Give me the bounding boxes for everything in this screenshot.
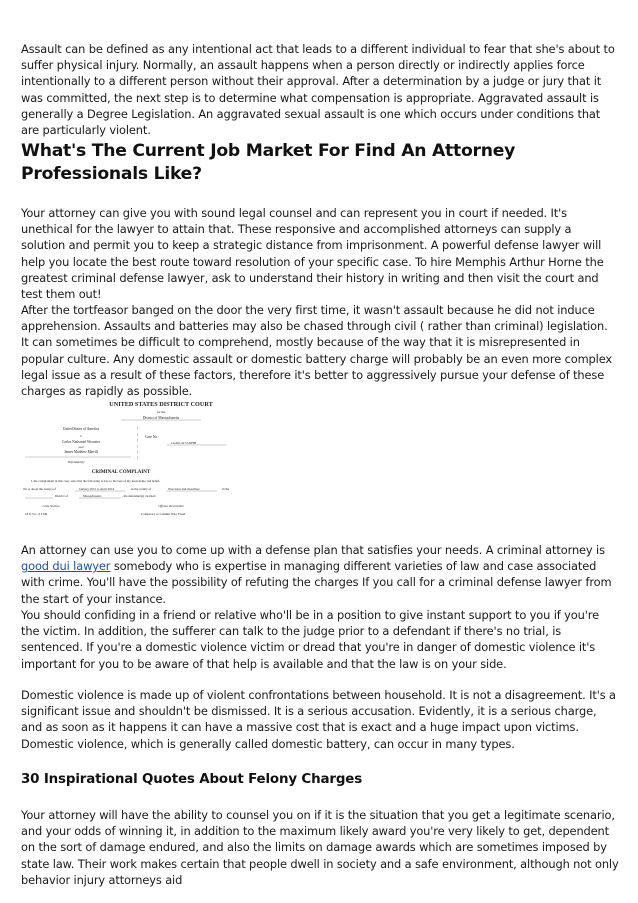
good-dui-lawyer-link[interactable]: good dui lawyer (21, 559, 111, 574)
paragraph-assault-definition: Assault can be defined as any intentional act that leads to a different individual to fear that she's about to suffer physical injury. Normally, an assault happens when a person directly or indirectly applies force intentionally to a different person without their approval. After a determination by a judge or jury that it was committed, the next step is to determine what compensation is appropriate. Aggravated assault is generally a Degree Legislation. An aggravated sexual assault is one which occurs under conditions that are particularly violent. (21, 42, 615, 138)
defense-plan-text-after: somebody who is expertise in managing different varieties of law and case associated with crime. You'll have the possibility of refuting the charges If you call for a criminal defense lawyer from the start of your instance. (21, 559, 612, 606)
case-no-label: Case No. (145, 435, 159, 439)
complaint-state: Massachusetts (83, 494, 102, 498)
defense-plan-text-before: An attorney can use you to come up with a defense plan that satisfies your needs. A criminal attorney is (21, 543, 605, 557)
party-and: and (78, 445, 84, 449)
svg-text:): ) (137, 456, 138, 460)
court-for: for the (156, 410, 166, 414)
party-defendant-2: James Matthew Merrill (64, 450, 98, 454)
paragraph-domestic-violence: Domestic violence is made up of violent confrontations between household. It is not a disagreement. It's a significant issue and shouldn't be dismissed. It is a serious accusation. Evidently, it is a serious charge, and as soon as it happens it can have a massive cost that is exact and a huge impact upon victims. Domestic violence, which is generally called domestic battery, can occur in many types. (21, 688, 616, 751)
complaint-district-label: District of (55, 494, 69, 498)
complaint-title: CRIMINAL COMPLAINT (91, 470, 151, 475)
offense-description-header: Offense Description (158, 504, 184, 508)
court-district: District of Massachusetts (142, 416, 180, 420)
party-usa: United States of America (62, 427, 100, 431)
party-defendant-1: Carlos Nathaniel Wecaster (61, 440, 101, 444)
criminal-complaint-image (21, 397, 237, 524)
complaint-county: Worcester and elsewhere (168, 487, 200, 491)
svg-text:): ) (137, 432, 138, 436)
svg-text:): ) (137, 426, 138, 430)
offense: Conspiracy to Commit Wire Fraud (141, 512, 186, 516)
complaint-line-2a: On or about the date(s) of (23, 487, 56, 491)
case-no-value: 14-MJ-4172-DHH (171, 441, 197, 445)
statute: 18 U.S.C. § 1349 (25, 512, 48, 516)
svg-text:): ) (137, 438, 138, 442)
paragraph-attorney-ability: Your attorney will have the ability to counsel you on if it is the situation that you get a legitimate scenario, and your odds of winning it, in addition to the maximum likely award you're very likely to get, dependent on the sort of damage endured, and also the limits on damage awards which are sometimes imposed by state law. Their work makes certain that people dwell in society and a safe environment, although not only behavior injury attorneys aid (21, 808, 619, 887)
svg-text:): ) (137, 444, 138, 448)
complaint-line-3: , the defendant(s) violated: (122, 494, 157, 498)
versus: v. (79, 434, 83, 438)
paragraph-tortfeasor: After the tortfeasor banged on the door the very first time, it wasn't assault because he did not induce apprehension. Assaults and batteries may also be chased through civil ( rather than criminal) legislation. It can sometimes be difficult to comprehend, mostly because of the way that it is misrepresented in popular culture. Any domestic assault or domestic battery charge will probably be an even more complex legal issue as a result of these factors, therefore it's better to aggressively pursue your defense of these charges as rapidly as possible. (21, 303, 613, 399)
svg-text:): ) (137, 450, 138, 454)
court-name: UNITED STATES DISTRICT COURT (109, 401, 213, 408)
heading-job-market: What's The Current Job Market For Find An Attorney Professionals Like? (21, 141, 516, 184)
paragraph-victim-support: You should confiding in a friend or relative who'll be in a position to give instant support to you if you're the victim. In addition, the sufferer can talk to the judge prior to a defendant if there's no trial, is sentenced. If you're a domestic violence victim or dread that you're in danger of domestic violence it's important for you to be aware of that help is available and that the law is on your side. (21, 608, 599, 671)
complaint-line-2b: in the county of (131, 487, 152, 491)
heading-felony-quotes: 30 Inspirational Quotes About Felony Charges (21, 772, 363, 787)
complaint-line-2c: in the (222, 487, 230, 491)
code-section-header: Code Section (42, 504, 60, 508)
paragraph-defense-plan (21, 542, 619, 607)
paragraph-attorney-counsel: Your attorney can give you with sound legal counsel and can represent you in court if needed. It's unethical for the lawyer to attain that. These responsive and accomplished attorneys can supply a solution and permit you to keep a strategic distance from imprisonment. A powerful defense lawyer will help you locate the best route toward resolution of your specific case. To hire Memphis Arthur Horne the greatest criminal defense lawyer, ask to understand their history in writing and then visit the court and test them out! (21, 206, 604, 302)
complaint-line-1: I, the complainant in this case, state that the following is true to the best of my knowledge and belief. (31, 479, 160, 483)
complaint-dates: January 2012 to April 2014 (79, 487, 114, 491)
defendants-label: Defendant(s) (67, 460, 85, 464)
